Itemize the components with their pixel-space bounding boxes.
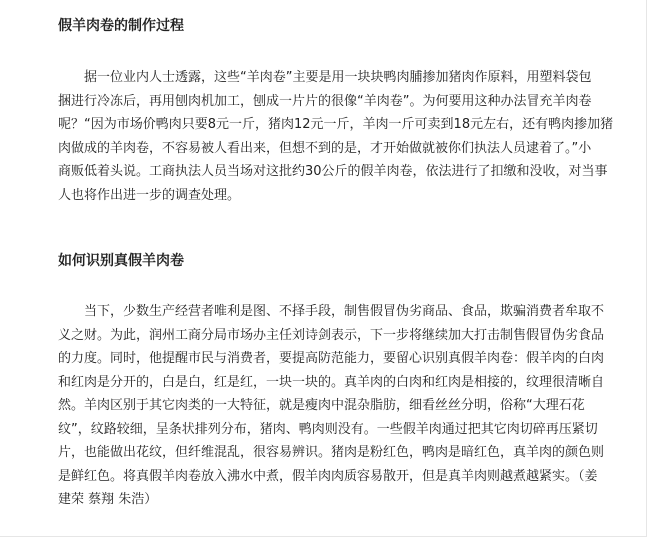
paragraph-line: 然。羊肉区别于其它肉类的一大特征，就是瘦肉中混杂脂肪，细看丝丝分明，俗称“大理石花: [58, 398, 585, 413]
paragraph-line: 是鲜红色。将真假羊肉卷放入沸水中煮，假羊肉肉质容易散开，但是真羊肉则越煮越紧实。（姜: [58, 468, 598, 484]
paragraph-making-process: [58, 66, 618, 207]
paragraph-line: 肉做成的羊肉卷，不容易被人看出来，但想不到的是，才开始做就被你们执法人员逮着了。”小: [58, 140, 592, 156]
paragraph-line: 建荣 蔡翔 朱浩）: [58, 492, 158, 507]
paragraph-line: 商贩低着头说。工商执法人员当场对这批约30公斤的假羊肉卷，依法进行了扣缴和没收，对当事: [58, 164, 608, 179]
section-heading-making-process: 假羊肉卷的制作过程: [58, 18, 184, 34]
paragraph-line: 呢？“因为市场价鸭肉只要8元一斤，猪肉12元一斤，羊肉一斤可卖到18元左右，还有鸭肉掺加猪: [58, 117, 614, 132]
section-heading-identify: 如何识别真假羊肉卷: [58, 253, 184, 269]
paragraph-line: 纹”，纹路较细，呈条状排列分布，猪肉、鸭肉则没有。一些假羊肉通过把其它肉切碎再压紧切: [58, 421, 598, 437]
paragraph-line: 片，也能做出花纹，但纤维混乱，很容易辨识。猪肉是粉红色，鸭肉是暗红色，真羊肉的颜色则: [58, 445, 605, 460]
paragraph-line: 和红肉是分开的，白是白，红是红，一块一块的。真羊肉的白肉和红肉是相接的，纹理很清晰自: [58, 374, 605, 390]
paragraph-line: 人也将作出进一步的调查处理。: [58, 187, 241, 203]
paragraph-line: 的力度。同时，他提醒市民与消费者，要提高防范能力，要留心识别真假羊肉卷：假羊肉的白肉: [58, 351, 605, 366]
paragraph-line: 义之财。为此，润州工商分局市场办主任刘诗剑表示，下一步将继续加大打击制售假冒伪劣食品: [58, 327, 605, 343]
paragraph-identify: [58, 300, 618, 512]
paragraph-line: 据一位业内人士透露，这些“羊肉卷”主要是用一块块鸭肉脯掺加猪肉作原料，用塑料袋包: [84, 70, 592, 85]
paragraph-line: 捆进行冷冻后，再用刨肉机加工，刨成一片片的很像“羊肉卷”。为何要用这种办法冒充羊肉卷: [58, 93, 592, 109]
paragraph-line: 当下，少数生产经营者唯利是图、不择手段，制售假冒伪劣商品、食品，欺骗消费者牟取不: [84, 304, 605, 319]
